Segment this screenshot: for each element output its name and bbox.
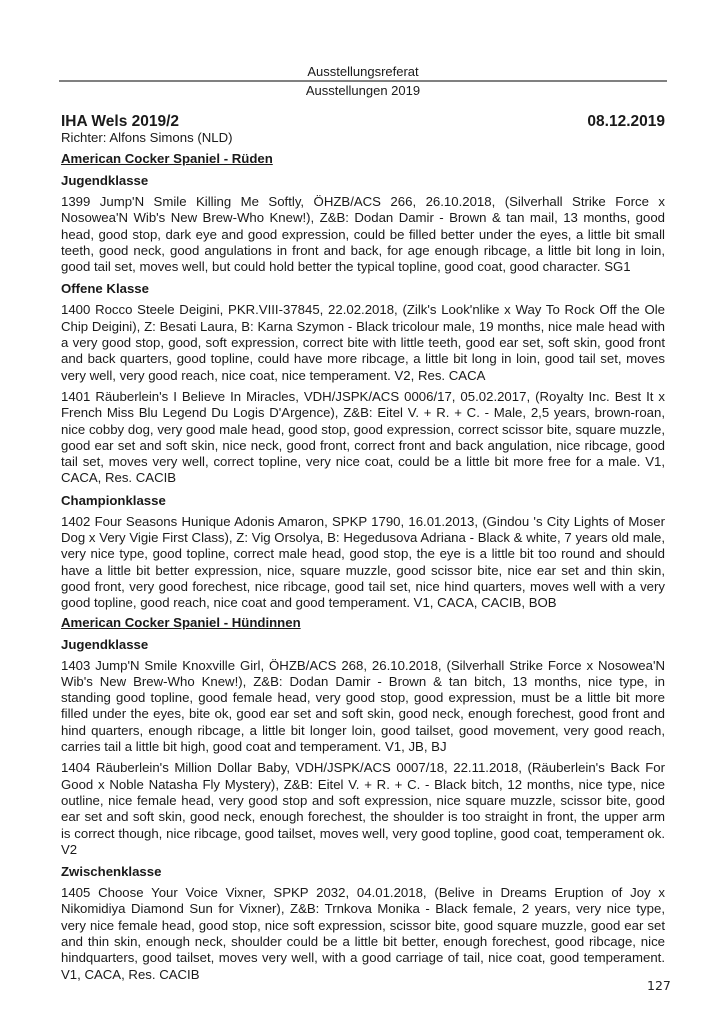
page-number: 127 — [647, 978, 671, 993]
entry-paragraph: 1402 Four Seasons Hunique Adonis Amaron, SPKP 1790, 16.01.2013, (Gindou 's City Lights of Moser Dog x Very Vigie First Class), Z: Vig Orsolya, B: Hegedusova Adriana - Black & white, 7 years old male, very nice type, good topline, correct male head, good stop, the eye is a little bit too round and should have a little bit better expression, nice, square muzzle, good scissor bite, nice ear set and thin skin, good front, very good forechest, nice ribcage, good tail set, nice hind quarters, moves well with a very good topline, good reach, nice coat and good temperament. V1, CACA, CACIB, BOB — [61, 513, 665, 611]
entry-paragraph: 1403 Jump'N Smile Knoxville Girl, ÖHZB/ACS 268, 26.10.2018, (Silverhall Strike Force x Nosowea'N Wib's New Brew-Who Knew!), Z&B: Dodan Damir - Brown & tan bitch, 13 months, nice type, in standing good topline, good female head, very good stop, good expression, must be a little bit more filled under the eyes, bite ok, good ear set and soft skin, good neck, enough forechest, good front and hind quarters, enough ribcage, a little bit longer loin, good tailset, good movement, very good reach, carries tail a little bit high, good coat and temperament. V1, JB, BJ — [61, 657, 665, 755]
show-heading — [61, 113, 665, 130]
show-date: 08.12.2019 — [587, 113, 665, 130]
header-rule — [59, 80, 667, 82]
class-heading: Jugendklasse — [61, 173, 149, 188]
entry-paragraph: 1405 Choose Your Voice Vixner, SPKP 2032, 04.01.2018, (Belive in Dreams Eruption of Joy x Nikomidiya Diamond Sun for Vixner), Z&B: Trnkova Monika - Black female, 2 years, very nice type, very nice female head, good stop, nice soft expression, scissor bite, good square muzzle, good ear set and thin skin, enough neck, shoulder could be a little bit better, enough forechest, good ribcage, nice hindquarters, good tailset, moves very well, with a good carriage of tail, nice coat, good temperament. V1, CACA, Res. CACIB — [61, 885, 665, 982]
show-name: IHA Wels 2019/2 — [61, 113, 180, 130]
class-heading: Jugendklasse — [61, 636, 149, 652]
entry-paragraph: 1401 Räuberlein's I Believe In Miracles, VDH/JSPK/ACS 0006/17, 05.02.2017, (Royalty Inc. Best It x French Miss Blu Legend Du Logis D'Argence), Z&B: Eitel V. + R. + C. - Male, 2,5 years, brown-roan, nice cobby dog, very good male head, good stop, good expression, correct scissor bite, square muzzle, good ear set and soft skin, nice neck, good front, correct front and back angulation, nice ribcage, good tail set, moves very well, correct topline, very nice coat, could be a little bit more free for a male. V1, CACA, Res. CACIB — [61, 388, 665, 486]
entry-paragraph: 1399 Jump'N Smile Killing Me Softly, ÖHZB/ACS 266, 26.10.2018, (Silverhall Strike Force x Nosowea'N Wib's New Brew-Who Knew!), Z&B: Dodan Damir - Brown & tan mail, 13 months, good head, good stop, dark eye and good expression, could be filled better under the eyes, a little bit small teeth, good neck, good angulations in front and back, for age enough ribcage, a little bit long in loin, good tail set, moves well, but could hold better the typical topline, good coat, good character. SG1 — [61, 194, 665, 275]
entry-paragraph: 1400 Rocco Steele Deigini, PKR.VIII-37845, 22.02.2018, (Zilk's Look'nlike x Way To Rock Off the Ole Chip Deigini), Z: Besati Laura, B: Karna Szymon - Black tricolour male, 19 months, nice male head with a very good stop, good, soft expression, correct bite with little teeth, good ear set, soft skin, good front and back quarters, good topline, could have more ribcage, a little bit long in loin, good tail set, moves very well, very good reach, nice coat, nice temperament. V2, Res. CACA — [61, 302, 665, 383]
judge-line: Richter: Alfons Simons (NLD) — [61, 130, 233, 145]
class-heading: Zwischenklasse — [61, 864, 162, 880]
running-header-title: Ausstellungsreferat — [307, 64, 419, 79]
entry-paragraph: 1404 Räuberlein's Million Dollar Baby, VDH/JSPK/ACS 0007/18, 22.11.2018, (Räuberlein's Back For Good x Noble Natasha Fly Mystery), Z&B: Eitel V. + R. + C. - Black bitch, 12 months, nice type, nice outline, nice female head, very good stop and soft expression, nice square muzzle, scissor bite, good ear set and soft skin, good neck, enough forechest, the shoulder is too straight in front, the upper arm is correct though, nice ribcage, good tailset, moves well, very good topline, good coat, temperament ok. V2 — [61, 760, 665, 857]
content — [61, 113, 665, 983]
running-header-subtitle: Ausstellungen 2019 — [305, 83, 421, 98]
class-heading: Offene Klasse — [61, 281, 149, 297]
class-heading: Championklasse — [61, 492, 166, 508]
breed-heading: American Cocker Spaniel - Rüden — [61, 151, 273, 166]
breed-heading: American Cocker Spaniel - Hündinnen — [61, 614, 301, 630]
